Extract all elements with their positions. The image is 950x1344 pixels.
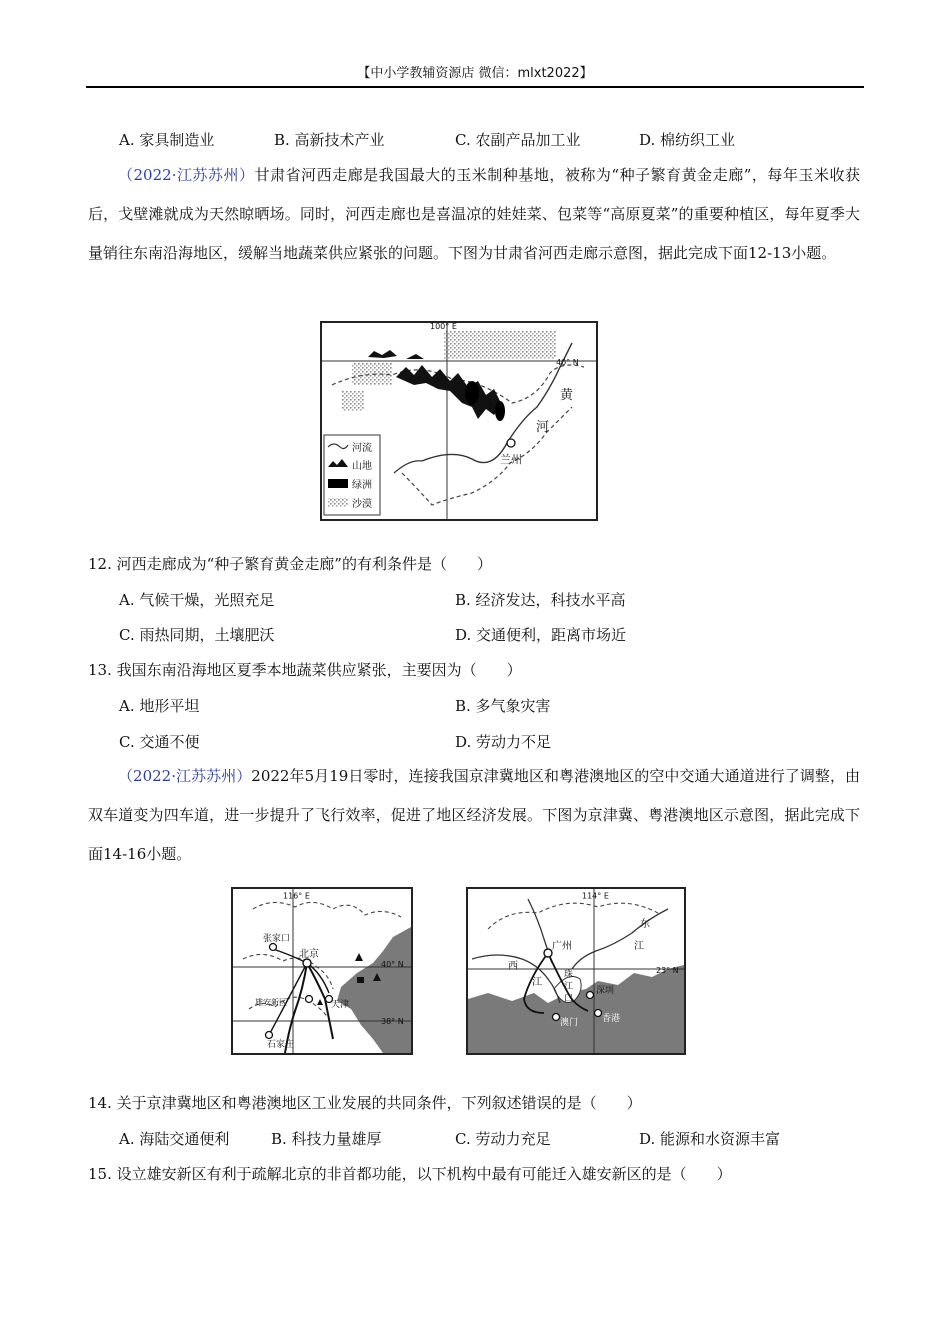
legend-label: 绿洲 [352,480,372,491]
river-label-char: 口 [564,994,574,1004]
xiongan-marker [306,996,313,1003]
city-label: 石家庄 [267,1040,295,1050]
q11-option-b: B. 高新技术产业 [274,131,385,149]
river-label-char: 江 [634,941,644,952]
city-label: 张家口 [263,934,291,944]
latitude-label: 40° N [381,960,404,969]
mountain-label-char: 脉 [476,420,489,434]
city-label: 澳门 [560,1018,579,1028]
square-symbol [357,977,364,983]
desert-area [444,331,556,359]
zhangjiakou-marker [270,944,277,951]
passage-2 [88,757,860,874]
river-label-char: 西 [508,961,518,972]
city-label: 天津 [331,1000,350,1010]
latitude-label: 23° N [656,966,679,975]
city-label: 北京 [299,949,319,960]
oasis [465,381,479,405]
river-label-char: 江 [532,977,542,988]
longitude-label: 116° E [283,891,310,901]
qilian-mountains [396,365,502,419]
passage-1-source: （2022·江苏苏州） [118,166,255,184]
hongkong-marker [595,1010,602,1017]
q11-option-a: A. 家具制造业 [119,131,215,149]
triangle-symbol [355,953,363,961]
q12-option-b: B. 经济发达，科技水平高 [455,591,626,609]
mountain-label-char: 山 [454,406,467,420]
river-label-char: 珠 [564,970,574,980]
triangle-symbol [317,999,323,1005]
q11-option-d: D. 棉纺织工业 [639,131,736,149]
river-label-char: 河 [536,420,550,435]
q14-option-c: C. 劳动力充足 [455,1130,551,1148]
mountain-shape [406,354,424,359]
q13-stem: 13. 我国东南沿海地区夏季本地蔬菜供应紧张，主要因为（ ） [88,661,522,679]
q12-stem: 12. 河西走廊成为“种子繁育黄金走廊”的有利条件是（ ） [88,555,492,573]
river-label-char: 东 [640,919,650,930]
passage-2-source: （2022·江苏苏州） [118,767,252,785]
shijiazhuang-marker [266,1032,273,1039]
q14-option-b: B. 科技力量雄厚 [271,1130,382,1148]
desert-area [342,391,364,411]
legend-label: 河流 [352,443,372,454]
dongjiang-river [572,909,668,969]
legend-label: 山地 [352,461,372,472]
longitude-label: 114° E [582,891,609,901]
region-boundary [253,902,401,917]
q14-option-d: D. 能源和水资源丰富 [639,1130,781,1148]
longitude-label: 100° E [430,323,457,331]
city-label: 香港 [602,1014,621,1024]
q12-option-c: C. 雨热同期，土壤肥沃 [119,626,275,644]
latitude-label: 40° N [556,358,579,367]
beijing-marker [303,959,311,967]
passage-2-text: 2022年5月19日零时，连接我国京津冀地区和粤港澳地区的空中交通大通道进行了调整，由双车道变为四车道，进一步提升了飞行效率，促进了地区经济发展。下图为京津冀、粤港澳地区示意图，据此完成下面14-16小题。 [88,767,860,863]
mountain-label-char: 祁 [416,384,429,398]
river [394,461,422,473]
mountain-shape [368,350,397,358]
shenzhen-marker [587,992,594,999]
legend-label: 沙漠 [352,499,372,510]
q13-option-d: D. 劳动力不足 [455,733,552,751]
passage-1-text: 甘肃省河西走廊是我国最大的玉米制种基地，被称为“种子繁育黄金走廊”，每年玉米收获后，戈壁滩就成为天然晾晒场。同时，河西走廊也是喜温凉的娃娃菜、包菜等“高原夏菜”的重要种植区，每年夏季大量销往东南沿海地区，缓解当地蔬菜供应紧张的问题。下图为甘肃省河西走廊示意图，据此完成下面12-13小题。 [88,166,860,262]
header-divider [86,86,864,88]
q11-option-c: C. 农副产品加工业 [455,131,581,149]
q12-option-d: D. 交通便利，距离市场近 [455,626,627,644]
guangzhou-marker [544,949,552,957]
city-label: 雄安新区 [255,998,287,1007]
oasis [495,401,505,421]
q14-option-a: A. 海陆交通便利 [119,1130,230,1148]
latitude-label: 38° N [381,1017,404,1026]
desert-area [352,363,392,385]
mountain-label-char: 连 [432,394,445,408]
q13-option-c: C. 交通不便 [119,733,200,751]
q12-option-a: A. 气候干燥，光照充足 [119,591,275,609]
region-boundary [488,903,658,929]
q13-option-a: A. 地形平坦 [119,697,200,715]
macau-marker [553,1014,560,1021]
city-label: 深圳 [596,986,615,996]
city-label: 兰州 [500,453,522,466]
passage-1 [88,156,860,273]
legend-oasis-symbol [328,479,348,488]
bohai-sea [337,927,411,1053]
gba-map [466,887,686,1055]
q14-stem: 14. 关于京津冀地区和粤港澳地区工业发展的共同条件，下列叙述错误的是（ ） [88,1094,642,1112]
page-header: 【中小学教辅资源店 微信：mlxt2022】 [357,66,593,81]
q15-stem: 15. 设立雄安新区有利于疏解北京的非首都功能，以下机构中最有可能迁入雄安新区的是（ ） [88,1165,732,1183]
legend-desert-symbol [328,498,348,507]
q13-option-b: B. 多气象灾害 [455,697,551,715]
city-label: 广州 [552,941,572,952]
hexi-corridor-map [320,321,598,521]
river-label-char: 江 [564,982,574,992]
jingjinji-map [231,887,413,1055]
river-label-char: 黄 [560,388,574,403]
lanzhou-marker [507,439,515,447]
region-boundary [243,954,333,989]
